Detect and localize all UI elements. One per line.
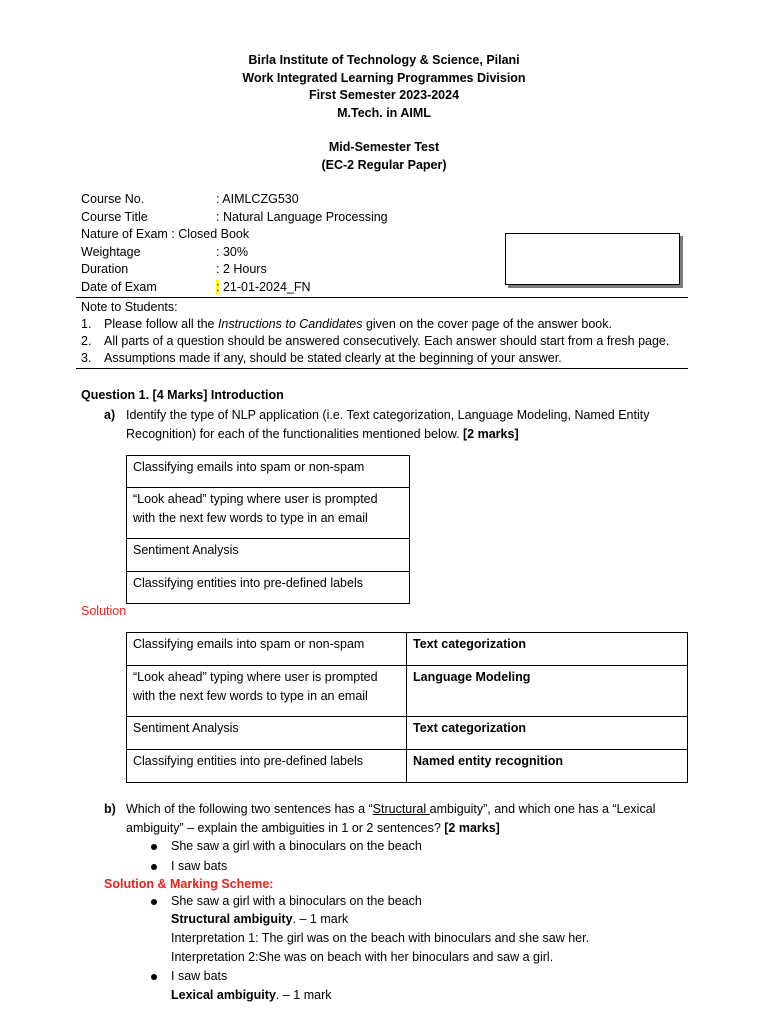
note-2: All parts of a question should be answered consecutively. Each answer should start from a fresh page. — [104, 334, 670, 348]
date-colon-highlight: : — [216, 279, 220, 294]
solution-label: Solution — [81, 604, 127, 618]
test-title: Mid-Semester Test — [328, 140, 440, 154]
notes-title: Note to Students: — [81, 300, 178, 314]
scheme-1-interp-1: Interpretation 1: The girl was on the beach with binoculars and she saw her. — [171, 931, 590, 945]
part-a-label: a) — [104, 408, 116, 422]
course-no-label: Course No. — [81, 192, 145, 206]
functionality-cell: “Look ahead” typing where user is prompted with the next few words to type in an email — [127, 666, 407, 717]
functionality-cell: Classifying entities into pre-defined labels — [127, 572, 410, 604]
functionality-cell: Sentiment Analysis — [127, 539, 410, 572]
date-label: Date of Exam — [81, 279, 157, 294]
note-3-num: 3. — [81, 351, 92, 365]
part-b-marks: [2 marks] — [444, 821, 500, 835]
part-a-line2 — [126, 426, 519, 443]
solution-table — [126, 632, 688, 783]
scheme-2-type-label: Lexical ambiguity — [171, 988, 276, 1002]
table-row — [127, 456, 410, 488]
paper-type: (EC-2 Regular Paper) — [321, 157, 447, 172]
part-b-label: b) — [104, 802, 116, 816]
functionality-cell: Classifying emails into spam or non-spam — [127, 456, 410, 488]
note-3: Assumptions made if any, should be stated clearly at the beginning of your answer. — [104, 351, 562, 365]
note-1-pre: Please follow all the — [104, 317, 218, 331]
weightage-value: : 30% — [216, 244, 248, 259]
bullet-icon — [151, 974, 157, 980]
weightage-label: Weightage — [81, 244, 141, 259]
division-name: Work Integrated Learning Programmes Division — [242, 70, 526, 85]
nature-label: Nature of Exam : Closed Book — [81, 227, 250, 241]
sentence-1: She saw a girl with a binoculars on the beach — [171, 839, 422, 853]
part-b-line2 — [126, 820, 500, 837]
sentence-2: I saw bats — [171, 859, 228, 873]
note-1-post: given on the cover page of the answer book. — [362, 317, 612, 331]
part-b-line1-post: ambiguity”, and which one has a “Lexical — [429, 802, 656, 816]
part-a-marks: [2 marks] — [463, 427, 519, 441]
part-b-line1-pre: Which of the following two sentences has a “ — [126, 802, 373, 816]
scheme-2-marks: . – 1 mark — [275, 988, 332, 1002]
scheme-1-type-label: Structural ambiguity — [171, 912, 293, 926]
scheme-sentence-2: I saw bats — [171, 969, 228, 983]
bullet-icon — [151, 899, 157, 905]
course-title-label: Course Title — [81, 209, 148, 224]
course-no-value: : AIMLCZG530 — [216, 192, 299, 206]
question-1-heading: Question 1. [4 Marks] Introduction — [81, 388, 284, 402]
scheme-1-marks: . – 1 mark — [292, 912, 349, 926]
functionality-table — [126, 455, 410, 604]
functionality-cell: Sentiment Analysis — [127, 717, 407, 750]
note-1 — [104, 316, 612, 333]
answer-cell: Text categorization — [407, 717, 688, 750]
institute-name: Birla Institute of Technology & Science, Pilani — [248, 53, 520, 67]
date-value-wrap — [216, 279, 311, 296]
scheme-1-type — [171, 911, 348, 928]
part-b-line2-text: ambiguity” – explain the ambiguities in 1 or 2 sentences? — [126, 821, 445, 835]
divider-bottom — [76, 368, 688, 369]
functionality-cell: “Look ahead” typing where user is prompted with the next few words to type in an email — [127, 488, 410, 539]
table-row — [127, 717, 688, 750]
table-row — [127, 666, 688, 717]
marks-box — [505, 233, 680, 285]
answer-cell: Language Modeling — [407, 666, 688, 717]
table-row — [127, 750, 688, 783]
scheme-sentence-1: She saw a girl with a binoculars on the beach — [171, 894, 422, 908]
table-row — [127, 572, 410, 604]
part-a-line2-text: Recognition) for each of the functionalities mentioned below. — [126, 427, 464, 441]
part-b-underlined: Structural — [372, 802, 430, 816]
duration-value: : 2 Hours — [216, 262, 267, 276]
part-a-line1: Identify the type of NLP application (i.e. Text categorization, Language Modeling, Named Entity — [126, 408, 650, 422]
scheme-label: Solution & Marking Scheme: — [104, 877, 274, 891]
part-b-line1 — [126, 801, 655, 818]
answer-cell: Text categorization — [407, 633, 688, 666]
note-1-italic: Instructions to Candidates — [217, 317, 363, 331]
semester: First Semester 2023-2024 — [308, 88, 460, 102]
scheme-1-interp-2: Interpretation 2:She was on beach with her binoculars and saw a girl. — [171, 950, 554, 964]
course-title-value: : Natural Language Processing — [216, 209, 388, 224]
note-1-num: 1. — [81, 317, 92, 331]
date-value: 21-01-2024_FN — [219, 279, 311, 294]
bullet-icon — [151, 864, 157, 870]
program: M.Tech. in AIML — [337, 105, 431, 120]
duration-label: Duration — [81, 262, 129, 276]
answer-cell: Named entity recognition — [407, 750, 688, 783]
bullet-icon — [151, 844, 157, 850]
scheme-2-type — [171, 987, 331, 1004]
note-2-num: 2. — [81, 334, 92, 348]
functionality-cell: Classifying emails into spam or non-spam — [127, 633, 407, 666]
table-row — [127, 488, 410, 539]
table-row — [127, 633, 688, 666]
table-row — [127, 539, 410, 572]
divider-top — [76, 297, 688, 298]
functionality-cell: Classifying entities into pre-defined labels — [127, 750, 407, 783]
